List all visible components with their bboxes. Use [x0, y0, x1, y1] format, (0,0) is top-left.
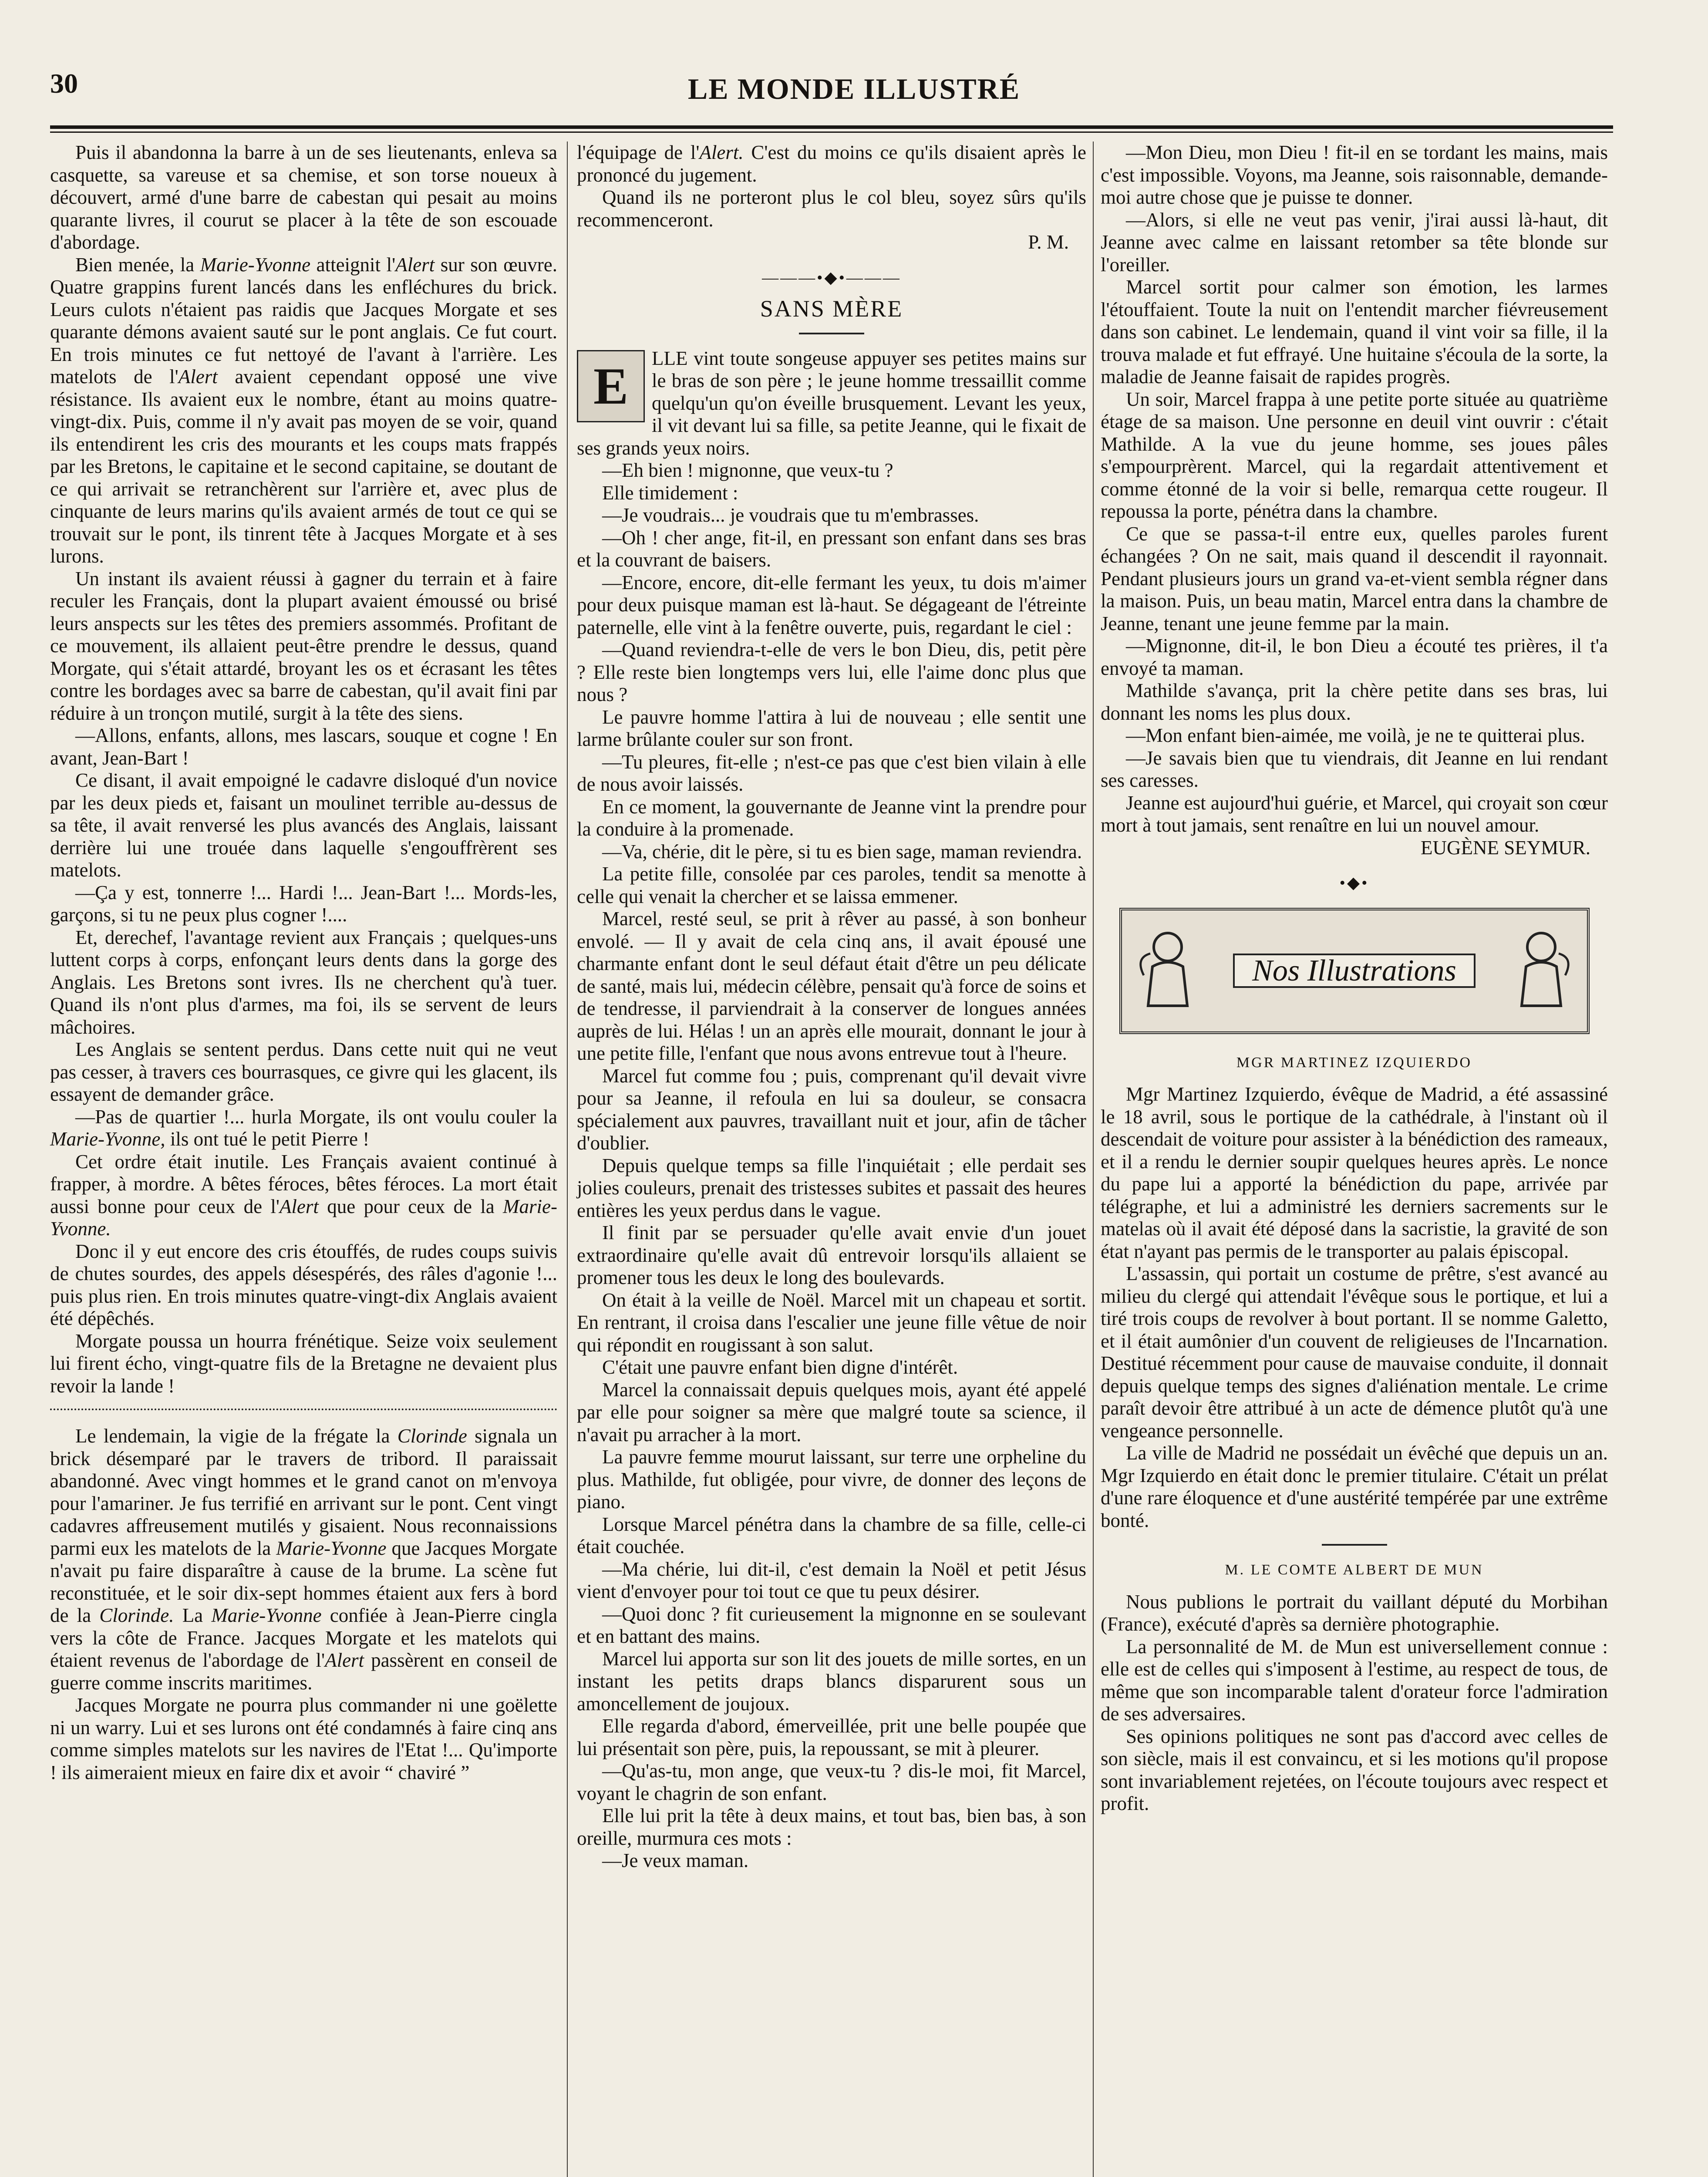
section-banner	[1119, 908, 1590, 1034]
section-heading: MGR MARTINEZ IZQUIERDO	[1236, 1054, 1472, 1071]
paragraph: Marcel sortit pour calmer son émotion, les larmes l'étouffaient. Toute la nuit on l'entendit marcher fiévreusement dans son cabinet. Le lendemain, quand il vint voir sa fille, il la trouva malade et fut effrayé. Une huitaine s'écoula de la sorte, la maladie de Jeanne faisait de rapides progrès.	[1101, 276, 1608, 388]
paragraph: En ce moment, la gouvernante de Jeanne vint la prendre pour la conduire à la promenade.	[577, 795, 1086, 840]
paragraph: La petite fille, consolée par ces paroles, tendit sa menotte à celle qui venait la chercher et se laissa emmener.	[577, 863, 1086, 907]
column-divider	[1093, 142, 1094, 2177]
paragraph: —Quoi donc ? fit curieusement la mignonne en se soulevant et en battant des mains.	[577, 1603, 1086, 1647]
paragraph: Mgr Martinez Izquierdo, évêque de Madrid, a été assassiné le 18 avril, sous le portique de la cathédrale, à l'instant où il descendait de voiture pour assister à la bénédiction des rameaux, et il a rendu le dernier soupir quelques heures après. Le nonce du pape lui a apporté la bénédiction du pape, arrivée par télégraphe, et lui a administré les derniers sacrements sur le matelas où il avait été déposé dans la sacristie, la gravité de son état n'ayant pas permis de le transporter au palais épiscopal.	[1101, 1083, 1608, 1262]
drop-cap: E	[577, 350, 645, 422]
paragraph: La pauvre femme mourut laissant, sur terre une orpheline du plus. Mathilde, fut obligée, pour vivre, de donner des leçons de piano.	[577, 1446, 1086, 1513]
paragraph: —Va, chérie, dit le père, si tu es bien sage, maman reviendra.	[602, 840, 1082, 863]
paragraph: —Oh ! cher ange, fit-il, en pressant son enfant dans ses bras et la couvrant de baisers.	[577, 526, 1086, 571]
paragraph: —Allons, enfants, allons, mes lascars, souque et cogne ! En avant, Jean-Bart !	[50, 725, 557, 769]
paragraph: —Je voudrais... je voudrais que tu m'embrasses.	[602, 504, 979, 526]
paragraph: —Mon Dieu, mon Dieu ! fit-il en se tordant les mains, mais c'est impossible. Voyons, ma Jeanne, sois raisonnable, demande-moi autre chose que je puisse te donner.	[1101, 142, 1608, 208]
paragraph: Cet ordre était inutile. Les Français avaient continué à frapper, à mordre. A bêtes féroces, bêtes féroces. La mort était aussi bonne pour ceux de l'Alert que pour ceux de la Marie-Yvonne.	[50, 1150, 557, 1240]
paragraph: Depuis quelque temps sa fille l'inquiétait ; elle perdait ses jolies couleurs, prenait des tristesses subites et passait des heures entières les yeux perdus dans le vague.	[577, 1154, 1086, 1221]
paragraph: —Encore, encore, dit-elle fermant les yeux, tu dois m'aimer pour deux puisque maman est là-haut. Se dégageant de l'étreinte paternelle, elle vint à la fenêtre ouverte, puis, regardant le ciel :	[577, 571, 1086, 638]
paragraph: L'assassin, qui portait un costume de prêtre, s'est avancé au milieu du clergé qui attendait l'évêque sous le portique, et lui a tiré trois coups de revolver à bout portant. Il se nomme Galetto, et il était aumônier d'un couvent de religieuses de l'Incarnation. Destitué récemment pour cause de mauvaise conduite, il donnait depuis quelque temps des signes d'aliénation mentale. Le crime paraît devoir être attribué à un acte de démence plutôt qu'à une vengeance personnelle.	[1101, 1263, 1608, 1442]
paragraph: Mathilde s'avança, prit la chère petite dans ses bras, lui donnant les noms les plus doux.	[1101, 680, 1608, 724]
header-rule-thin	[50, 131, 1613, 133]
paragraph: La ville de Madrid ne possédait un évêché que depuis un an. Mgr Izquierdo en était donc le premier titulaire. C'était un prélat d'une rare éloquence et d'une austérité tempérée par une extrême bonté.	[1101, 1442, 1608, 1531]
paragraph: Jacques Morgate ne pourra plus commander ni une goëlette ni un warry. Lui et ses lurons ont été condamnés à faire cinq ans comme simples matelots sur les navires de l'Etat !... Qu'importe ! ils aimeraient mieux en faire dix et avoir “ chaviré ”	[50, 1694, 557, 1783]
paragraph: —Ça y est, tonnerre !... Hardi !... Jean-Bart !... Mords-les, garçons, si tu ne peux plus cogner !....	[50, 881, 557, 926]
title-rule	[799, 333, 864, 334]
paragraph: —Alors, si elle ne veut pas venir, j'irai aussi là-haut, dit Jeanne avec calme en laissant retomber sa tête blonde sur l'oreiller.	[1101, 209, 1608, 276]
article-signature: EUGÈNE SEYMUR.	[1421, 836, 1590, 859]
paragraph: —Ma chérie, lui dit-il, c'est demain la Noël et petit Jésus vient d'envoyer pour toi tout ce que tu peux désirer.	[577, 1558, 1086, 1602]
paragraph: Un instant ils avaient réussi à gagner du terrain et à faire reculer les Français, dont la plupart avaient émoussé ou brisé leurs anspects sur les têtes des premiers assommés. Profitant de ce mouvement, ils allaient peut-être prendre le dessus, quand Morgate, qui s'était attardé, broyant les os et écrasant les têtes contre les bordages avec sa barre de cabestan, qu'il avait fini par réduire à un tronçon mutilé, surgit à la tête des siens.	[50, 567, 557, 724]
paragraph: —Qu'as-tu, mon ange, que veux-tu ? dis-le moi, fit Marcel, voyant le chagrin de son enfant.	[577, 1760, 1086, 1804]
paragraph: Marcel lui apporta sur son lit des jouets de mille sortes, en un instant les petits draps blancs disparurent sous un amoncellement de joujoux.	[577, 1648, 1086, 1715]
paragraph: Les Anglais se sentent perdus. Dans cette nuit qui ne veut pas cesser, à travers ces bourrasques, ce givre qui les glacent, ils essayent de demander grâce.	[50, 1038, 557, 1105]
paragraph: Nous publions le portrait du vaillant député du Morbihan (France), exécuté d'après sa dernière photographie.	[1101, 1591, 1608, 1635]
paragraph: Le pauvre homme l'attira à lui de nouveau ; elle sentit une larme brûlante couler sur son front.	[577, 706, 1086, 750]
paragraph: Un soir, Marcel frappa à une petite porte située au quatrième étage de sa maison. Une personne en deuil vint ouvrir : c'était Mathilde. A la vue du jeune homme, ses joues pâles s'empourprèrent. Marcel, qui la regardait attentivement et comme étonné de la voir si belle, remarqua cette rougeur. Il repoussa la porte, pénétra dans la chambre.	[1101, 388, 1608, 522]
paragraph: C'était une pauvre enfant bien digne d'intérêt.	[602, 1356, 958, 1378]
page-number: 30	[50, 68, 78, 99]
paragraph: Marcel la connaissait depuis quelques mois, ayant été appelé par elle pour soigner sa mère que malgré toute sa science, il n'avait pu arracher à la mort.	[577, 1378, 1086, 1446]
paragraph: Ce disant, il avait empoigné le cadavre disloqué d'un novice par les deux pieds et, faisant un moulinet terrible au-dessus de sa tête, il avait renversé les plus avancés des Anglais, laissant derrière lui une trouée dans laquelle s'engouffrèrent ses matelots.	[50, 769, 557, 881]
paragraph: Il finit par se persuader qu'elle avait envie d'un jouet extraordinaire qu'elle avait dû entrevoir lorsqu'ils allaient se promener tous les deux le long des boulevards.	[577, 1222, 1086, 1288]
paragraph: —Je veux maman.	[602, 1850, 749, 1871]
ornament-divider: •◆•	[1339, 874, 1369, 892]
column-divider	[567, 142, 568, 2177]
paragraph: l'équipage de l'Alert. C'est du moins ce qu'ils disaient après le prononcé du jugement.	[577, 142, 1086, 186]
paragraph: —Mignonne, dit-il, le bon Dieu a écouté tes prières, il t'a envoyé ta maman.	[1101, 635, 1608, 679]
paragraph: —Eh bien ! mignonne, que veux-tu ?	[602, 459, 893, 481]
ornament-divider: ———•◆•———	[762, 268, 901, 287]
paragraph: —Quand reviendra-t-elle de vers le bon Dieu, dis, petit père ? Elle reste bien longtemps vers lui, elle l'aime donc plus que nous ?	[577, 639, 1086, 705]
column-1	[50, 142, 557, 1784]
section-heading: M. LE COMTE ALBERT DE MUN	[1225, 1562, 1484, 1578]
column-3	[1101, 142, 1608, 1815]
paragraph: Et, derechef, l'avantage revient aux Français ; quelques-uns luttent corps à corps, enfonçant leurs dents dans la gorge des Anglais. Les Bretons sont ivres. Ils ne cherchent qu'à tuer. Quand ils n'ont plus d'armes, ma foi, ils se servent de leurs mâchoires.	[50, 926, 557, 1038]
paragraph: —Tu pleures, fit-elle ; n'est-ce pas que c'est bien vilain à elle de nous avoir laissés.	[577, 751, 1086, 795]
paragraph: Marcel, resté seul, se prit à rêver au passé, à son bonheur envolé. — Il y avait de cela cinq ans, il avait épousé une charmante enfant dont le seul défaut était d'être un peu délicate de santé, mais lui, médecin célèbre, pensait qu'à force de soins et de tendresse, il parviendrait à la conserver de longues années auprès de lui. Hélas ! un an après elle mourait, donnant le jour à une petite fille, l'enfant que nous avons entrevue tout à l'heure.	[577, 908, 1086, 1064]
paragraph: —Pas de quartier !... hurla Morgate, ils ont voulu couler la Marie-Yvonne, ils ont tué le petit Pierre !	[50, 1105, 557, 1150]
paragraph: Lorsque Marcel pénétra dans la chambre de sa fille, celle-ci était couchée.	[577, 1513, 1086, 1557]
paragraph: La personnalité de M. de Mun est universellement connue : elle est de celles qui s'imposent à l'estime, au respect de tous, de même que son incomparable talent d'orateur force l'admiration de ses adversaires.	[1101, 1635, 1608, 1725]
story-title: SANS MÈRE	[760, 296, 903, 322]
column-2	[577, 142, 1086, 1872]
paragraph: Ce que se passa-t-il entre eux, quelles paroles furent échangées ? On ne sait, mais quand il descendit il rayonnait. Pendant plusieurs jours un grand va-et-vient sembla régner dans la maison. Puis, un beau matin, Marcel entra dans la chambre de Jeanne, tenant une jeune femme par la main.	[1101, 522, 1608, 634]
section-banner-title: Nos Illustrations	[1233, 954, 1476, 988]
paragraph: Marcel fut comme fou ; puis, comprenant qu'il devait vivre pour sa Jeanne, il refoula en lui sa douleur, se consacra spécialement aux pauvres, travaillant nuit et jour, afin de tâcher d'oublier.	[577, 1065, 1086, 1154]
paragraph: On était à la veille de Noël. Marcel mit un chapeau et sortit. En rentrant, il croisa dans l'escalier une jeune fille vêtue de noir qui répondit en rougissant à son salut.	[577, 1289, 1086, 1356]
paragraph: Quand ils ne porteront plus le col bleu, soyez sûrs qu'ils recommenceront.	[577, 186, 1086, 231]
paragraph: —Je savais bien que tu viendrais, dit Jeanne en lui rendant ses caresses.	[1101, 747, 1608, 791]
paragraph: —Mon enfant bien-aimée, me voilà, je ne te quitterai plus.	[1126, 725, 1585, 746]
cherub-right-icon	[1509, 923, 1574, 1019]
section-rule	[1322, 1544, 1387, 1546]
paragraph: Le lendemain, la vigie de la frégate la Clorinde signala un brick désemparé par le travers de tribord. Il paraissait abandonné. Avec vingt hommes et le grand canot on m'envoya pour l'amariner. Je fus terrifié en arrivant sur le pont. Cent vingt cadavres affreusement mutilés y gisaient. Nous reconnaissions parmi eux les matelots de la Marie-Yvonne que Jacques Morgate n'avait pu faire disparaître à cause de la brume. La scène fut reconstituée, et le soir dix-sept hommes étaient aux fers à bord de la Clorinde. La Marie-Yvonne confiée à Jean-Pierre cingla vers la côte de France. Jacques Morgate et les matelots qui étaient revenus de l'abordage de l'Alert passèrent en conseil de guerre comme inscrits maritimes.	[50, 1425, 558, 1694]
cherub-left-icon	[1135, 923, 1200, 1019]
paragraph: Jeanne est aujourd'hui guérie, et Marcel, qui croyait son cœur mort à tout jamais, sent renaître en lui un nouvel amour.	[1101, 792, 1608, 836]
paragraph: Morgate poussa un hourra frénétique. Seize voix seulement lui firent écho, vingt-quatre fils de la Bretagne ne devaient plus revoir la lande !	[50, 1330, 557, 1397]
paragraph: Elle regarda d'abord, émerveillée, prit une belle poupée que lui présentait son père, puis, la repoussant, se mit à pleurer.	[577, 1715, 1086, 1759]
paragraph: Elle timidement :	[602, 482, 738, 504]
masthead-title: LE MONDE ILLUSTRÉ	[687, 72, 1021, 105]
paragraph: Puis il abandonna la barre à un de ses lieutenants, enleva sa casquette, sa vareuse et sa chemise, et son torse noueux à découvert, armé d'une barre de cabestan qui pesait au moins quarante livres, il courut se placer à la tête de son escouade d'abordage.	[50, 142, 557, 253]
dotted-separator	[50, 1409, 557, 1410]
paragraph: Donc il y eut encore des cris étouffés, de rudes coups suivis de chutes sourdes, des appels désespérés, des râles d'agonie !... puis plus rien. En trois minutes quatre-vingt-dix Anglais avaient été dépêchés.	[50, 1240, 557, 1329]
paragraph: Elle lui prit la tête à deux mains, et tout bas, bien bas, à son oreille, murmura ces mots :	[577, 1805, 1086, 1849]
paragraph: Ses opinions politiques ne sont pas d'accord avec celles de son siècle, mais il est convaincu, et si les motions qu'il propose sont invariablement rejetées, on l'écoute toujours avec respect et profit.	[1101, 1725, 1608, 1814]
article-signature: P. M.	[1028, 231, 1069, 253]
header-rule	[50, 125, 1613, 129]
paragraph: Bien menée, la Marie-Yvonne atteignit l'Alert sur son œuvre. Quatre grappins furent lancés dans les enfléchures du brick. Leurs culots n'étaient pas raidis que Jacques Morgate et ses quarante démons avaient sauté sur le pont anglais. Ce fut court. En trois minutes ce fut nettoyé de l'avant à l'arrière. Les matelots de l'Alert avaient cependant opposé une vive résistance. Ils avaient eux le nombre, étant au moins quatre-vingt-dix. Puis, comme il n'y avait pas moyen de se voir, quand ils entendirent les cris des mourants et les coups mats frappés par les Bretons, le capitaine et le second capitaine, se doutant de ce qui arrivait se retranchèrent sur l'arrière et, avec plus de cinquante de leurs marins qu'ils avaient armés de tout ce qui se trouvait sur le pont, ils tinrent tête à Jacques Morgate et à ses lurons.	[50, 253, 558, 567]
paragraph: E LLE vint toute songeuse appuyer ses petites mains sur le bras de son père ; le jeune homme tressaillit comme quelqu'un qu'on éveille brusquement. Levant les yeux, il vit devant lui sa fille, sa petite Jeanne, qui le fixait de ses grands yeux noirs.	[577, 347, 1086, 459]
